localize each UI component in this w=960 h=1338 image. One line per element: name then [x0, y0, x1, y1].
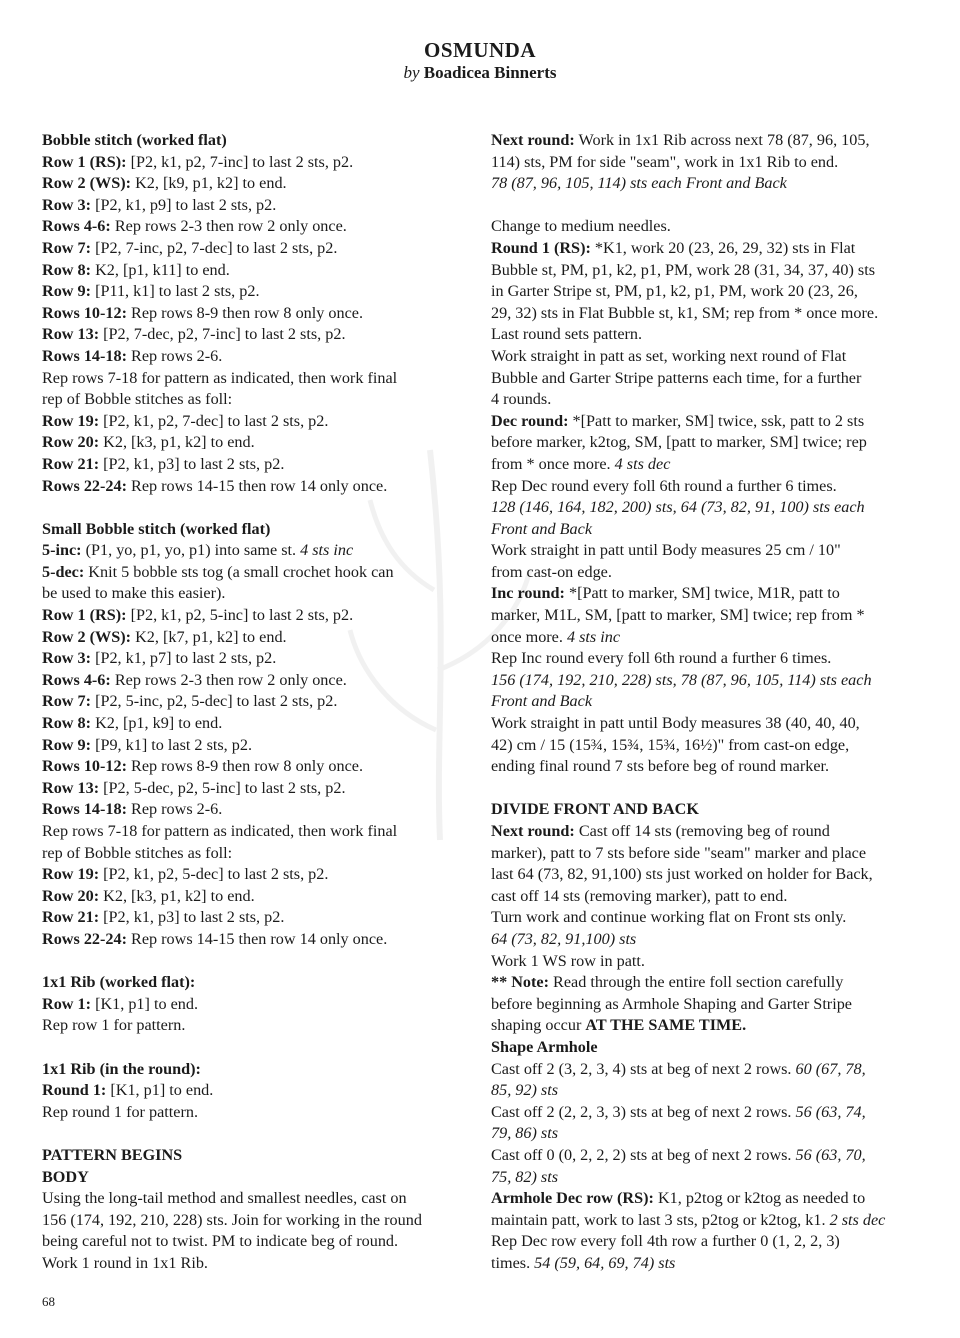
bold-label: BODY	[42, 1167, 89, 1186]
text-segment: Cast off 14 sts (removing beg of round	[574, 822, 830, 840]
text-line	[491, 1037, 911, 1059]
text-segment: times.	[491, 1253, 535, 1272]
text-line	[491, 389, 911, 411]
text-segment: Bubble and Garter Stripe patterns each time, for a further	[491, 368, 862, 387]
text-line	[491, 929, 911, 951]
text-line	[42, 1145, 462, 1167]
text-segment: [P2, k1, p2, 7-dec] to last 2 sts, p2.	[99, 411, 329, 430]
text-segment: Cast off 0 (0, 2, 2, 2) sts at beg of next 2 rows.	[491, 1145, 796, 1164]
bold-label: Row 8:	[42, 260, 92, 279]
bold-label: Row 19:	[42, 411, 100, 430]
text-segment: from cast-on edge.	[491, 562, 612, 581]
text-line	[42, 1015, 462, 1037]
text-line	[42, 583, 462, 605]
text-line	[42, 260, 462, 282]
text-segment: [P2, k1, p2, 7-inc] to last 2 sts, p2.	[126, 152, 354, 171]
text-segment: [P2, k1, p7] to last 2 sts, p2.	[91, 649, 277, 668]
text-segment: in Garter Stripe st, PM, p1, k2, p1, PM, work 20 (23, 26,	[491, 282, 858, 301]
text-line	[491, 1059, 911, 1081]
text-segment: [P2, 5-inc, p2, 5-dec] to last 2 sts, p2.	[91, 692, 338, 711]
text-line	[491, 281, 911, 303]
text-line	[491, 519, 911, 541]
text-line	[42, 713, 462, 735]
text-segment: Rep rows 2-6.	[126, 346, 223, 365]
text-line	[491, 216, 911, 238]
text-segment: Rep rows 7-18 for pattern as indicated, then work final	[42, 822, 398, 840]
text-segment: K2, [k3, p1, k2] to end.	[99, 886, 255, 905]
italic-note: 56 (63, 70,	[795, 1145, 866, 1164]
blank-line	[491, 778, 911, 800]
text-segment: [P2, k1, p3] to last 2 sts, p2.	[99, 908, 285, 927]
text-segment: Work 1 WS row in patt.	[491, 951, 645, 970]
text-line	[42, 346, 462, 368]
text-segment: [P2, 5-dec, p2, 5-inc] to last 2 sts, p2.	[99, 778, 346, 797]
text-line	[42, 238, 462, 260]
text-line	[42, 627, 462, 649]
text-line	[42, 691, 462, 713]
text-line	[42, 799, 462, 821]
text-line	[491, 1253, 911, 1275]
text-segment: Change to medium needles.	[491, 217, 671, 236]
bold-label: Row 13:	[42, 778, 100, 797]
page-header	[0, 38, 960, 84]
text-line	[42, 173, 462, 195]
text-segment: [P2, k1, p9] to last 2 sts, p2.	[91, 195, 277, 214]
text-line	[491, 1145, 911, 1167]
italic-note: 79, 86) sts	[491, 1124, 559, 1143]
bold-label: Armhole Dec row (RS):	[491, 1189, 654, 1208]
text-segment: 156 (174, 192, 210, 228) sts. Join for working in the round	[42, 1210, 422, 1229]
text-line	[491, 886, 911, 908]
text-line	[491, 1210, 911, 1232]
bold-label: Rows 14-18:	[42, 346, 127, 365]
text-line	[491, 432, 911, 454]
text-line	[491, 994, 911, 1016]
text-line	[42, 281, 462, 303]
text-segment: shaping occur	[491, 1016, 586, 1035]
bold-label: Row 1:	[42, 994, 92, 1013]
italic-note: 78 (87, 96, 105, 114) sts each Front and Back	[491, 174, 787, 193]
bold-label: Rows 22-24:	[42, 476, 127, 495]
text-segment: marker), patt to 7 sts before side "seam" marker and place	[491, 843, 867, 862]
text-line	[491, 583, 911, 605]
text-line	[42, 476, 462, 498]
text-segment: Rep rows 14-15 then row 14 only once.	[126, 929, 388, 948]
text-segment: K2, [p1, k9] to end.	[91, 714, 223, 733]
text-line	[42, 756, 462, 778]
text-line	[491, 799, 911, 821]
bold-label: Row 13:	[42, 325, 100, 344]
text-segment: Rep Dec row every foll 4th row a further 0 (1, 2, 2, 3)	[491, 1232, 840, 1251]
bold-label: Inc round:	[491, 584, 565, 603]
text-segment: Rep rows 8-9 then row 8 only once.	[126, 757, 364, 776]
text-line	[491, 497, 911, 519]
text-line	[42, 1080, 462, 1102]
text-segment: being careful not to twist. PM to indicate beg of round.	[42, 1232, 399, 1251]
text-segment: Rep rows 2-3 then row 2 only once.	[110, 217, 347, 236]
text-line	[491, 346, 911, 368]
text-segment: [P2, 7-dec, p2, 7-inc] to last 2 sts, p2.	[99, 325, 346, 344]
bold-label: Row 7:	[42, 238, 92, 257]
text-line	[42, 130, 462, 152]
text-line	[42, 994, 462, 1016]
text-segment: once more.	[491, 627, 567, 646]
text-line	[491, 821, 911, 843]
text-segment: *K1, work 20 (23, 26, 29, 32) sts in Flat	[590, 238, 856, 257]
text-segment: Work in 1x1 Rib across next 78 (87, 96, 105,	[574, 131, 870, 149]
text-line	[491, 476, 911, 498]
text-line	[491, 324, 911, 346]
text-segment: be used to make this easier).	[42, 584, 226, 603]
text-segment: last 64 (73, 82, 91,100) sts just worked on holder for Back,	[491, 865, 873, 884]
bold-label: Row 7:	[42, 692, 92, 711]
bold-label: Row 8:	[42, 714, 92, 733]
text-segment: K2, [k9, p1, k2] to end.	[131, 174, 287, 193]
text-line	[42, 1059, 462, 1081]
text-segment: marker, M1L, SM, [patt to marker, SM] twice; rep from *	[491, 606, 865, 625]
text-segment: Rep round 1 for pattern.	[42, 1102, 198, 1121]
text-line	[491, 605, 911, 627]
text-segment: *[Patt to marker, SM] twice, M1R, patt to	[564, 584, 840, 603]
italic-note: 128 (146, 164, 182, 200) sts, 64 (73, 82, 91, 100) sts each	[491, 498, 865, 517]
text-segment: ending final round 7 sts before beg of round marker.	[491, 757, 830, 776]
italic-note: 4 sts dec	[614, 454, 671, 473]
text-segment: before marker, k2tog, SM, [patt to marker, SM] twice; rep	[491, 433, 867, 452]
text-line	[42, 778, 462, 800]
text-line	[42, 1253, 462, 1275]
text-segment: Work 1 round in 1x1 Rib.	[42, 1253, 208, 1272]
text-line	[42, 907, 462, 929]
text-segment: [K1, p1] to end.	[106, 1081, 214, 1100]
text-line	[491, 368, 911, 390]
text-segment: Work straight in patt until Body measures 25 cm / 10"	[491, 541, 841, 560]
text-line	[491, 1167, 911, 1189]
bold-label: Rows 10-12:	[42, 757, 127, 776]
text-line	[491, 540, 911, 562]
text-segment: Work straight in patt as set, working next round of Flat	[491, 346, 847, 365]
text-line	[491, 303, 911, 325]
bold-label: 1x1 Rib (in the round):	[42, 1059, 201, 1078]
text-line	[42, 195, 462, 217]
text-segment: *[Patt to marker, SM] twice, ssk, patt to 2 sts	[568, 411, 865, 430]
text-segment: 42) cm / 15 (15¾, 15¾, 15¾, 16½)" from cast-on edge,	[491, 735, 850, 754]
text-line	[491, 130, 911, 152]
text-segment: Rep Inc round every foll 6th round a further 6 times.	[491, 649, 832, 668]
italic-note: 54 (59, 64, 69, 74) sts	[534, 1253, 676, 1272]
text-segment: Cast off 2 (2, 2, 3, 3) sts at beg of next 2 rows.	[491, 1102, 796, 1121]
text-line	[42, 562, 462, 584]
text-line	[42, 972, 462, 994]
text-line	[42, 843, 462, 865]
text-segment: Rep rows 14-15 then row 14 only once.	[126, 476, 388, 495]
text-line	[42, 886, 462, 908]
bold-label: Next round:	[491, 131, 575, 149]
author-name: Boadicea Binnerts	[423, 63, 557, 82]
left-column	[42, 130, 462, 1274]
text-line	[42, 368, 462, 390]
text-segment: maintain patt, work to last 3 sts, p2tog or k2tog, k1.	[491, 1210, 830, 1229]
text-segment: Using the long-tail method and smallest needles, cast on	[42, 1189, 407, 1208]
text-segment: (P1, yo, p1, yo, p1) into same st.	[81, 541, 301, 560]
pattern-title: OSMUNDA	[424, 38, 536, 62]
text-line	[42, 605, 462, 627]
bold-label: Row 20:	[42, 433, 100, 452]
bold-label: 1x1 Rib (worked flat):	[42, 973, 196, 992]
text-line	[42, 216, 462, 238]
text-segment: [P9, k1] to last 2 sts, p2.	[91, 735, 252, 754]
text-line	[491, 713, 911, 735]
text-line	[491, 756, 911, 778]
text-segment: 4 rounds.	[491, 390, 552, 409]
bold-label: PATTERN BEGINS	[42, 1145, 183, 1164]
bold-label: Row 9:	[42, 282, 92, 301]
bold-label: Row 3:	[42, 649, 92, 668]
text-segment: Knit 5 bobble sts tog (a small crochet hook can	[84, 562, 394, 581]
text-segment: before beginning as Armhole Shaping and Garter Stripe	[491, 994, 852, 1013]
italic-note: 156 (174, 192, 210, 228) sts, 78 (87, 96, 105, 114) sts each	[491, 670, 872, 689]
text-line	[491, 454, 911, 476]
text-segment: Rep rows 2-6.	[126, 800, 223, 819]
text-line	[491, 1123, 911, 1145]
bold-label: DIVIDE FRONT AND BACK	[491, 800, 699, 819]
italic-note: 2 sts dec	[829, 1210, 886, 1229]
bold-label: Row 1 (RS):	[42, 152, 127, 171]
text-line	[491, 843, 911, 865]
text-segment: K2, [k7, p1, k2] to end.	[131, 627, 287, 646]
bold-label: Row 19:	[42, 865, 100, 884]
bold-label: Row 1 (RS):	[42, 606, 127, 625]
text-segment: Rep row 1 for pattern.	[42, 1016, 186, 1035]
bold-label: Row 21:	[42, 908, 100, 927]
bold-label: Dec round:	[491, 411, 569, 430]
text-segment: Read through the entire foll section carefully	[548, 973, 844, 992]
text-line	[491, 1231, 911, 1253]
text-segment: Rep rows 2-3 then row 2 only once.	[110, 670, 347, 689]
text-line	[491, 152, 911, 174]
text-line	[491, 1015, 911, 1037]
text-segment: [K1, p1] to end.	[91, 994, 199, 1013]
blank-line	[491, 195, 911, 217]
text-line	[42, 735, 462, 757]
text-line	[42, 864, 462, 886]
text-line	[42, 303, 462, 325]
blank-line	[42, 951, 462, 973]
text-line	[42, 929, 462, 951]
italic-note: 60 (67, 78,	[795, 1059, 866, 1078]
bold-label: Rows 10-12:	[42, 303, 127, 322]
text-segment: Last round sets pattern.	[491, 325, 643, 344]
text-line	[491, 627, 911, 649]
text-line	[491, 648, 911, 670]
blank-line	[42, 1037, 462, 1059]
text-line	[42, 389, 462, 411]
text-line	[42, 1167, 462, 1189]
italic-note: Front and Back	[491, 692, 592, 711]
text-line	[42, 1188, 462, 1210]
text-segment: [P2, k1, p2, 5-dec] to last 2 sts, p2.	[99, 865, 329, 884]
text-line	[42, 324, 462, 346]
text-line	[491, 238, 911, 260]
text-line	[491, 260, 911, 282]
text-segment: cast off 14 sts (removing marker), patt to end.	[491, 886, 788, 905]
text-segment: Rep rows 8-9 then row 8 only once.	[126, 303, 364, 322]
text-line	[491, 562, 911, 584]
page-number: 68	[42, 1294, 55, 1309]
text-line	[42, 1102, 462, 1124]
bold-label: Rows 4-6:	[42, 670, 111, 689]
text-segment: Work straight in patt until Body measures 38 (40, 40, 40,	[491, 714, 860, 733]
bold-label: Row 3:	[42, 195, 92, 214]
text-line	[42, 648, 462, 670]
text-line	[491, 1080, 911, 1102]
italic-note: 75, 82) sts	[491, 1167, 559, 1186]
bold-label: Round 1:	[42, 1081, 107, 1100]
text-segment: K2, [k3, p1, k2] to end.	[99, 433, 255, 452]
bold-label: Bobble stitch (worked flat)	[42, 131, 227, 149]
byline	[0, 62, 960, 84]
italic-note: 4 sts inc	[566, 627, 621, 646]
text-line	[42, 540, 462, 562]
text-segment: rep of Bobble stitches as foll:	[42, 843, 233, 862]
blank-line	[42, 497, 462, 519]
bold-label: Shape Armhole	[491, 1037, 598, 1056]
text-line	[42, 432, 462, 454]
text-segment: [P2, k1, p3] to last 2 sts, p2.	[99, 454, 285, 473]
text-line	[42, 821, 462, 843]
text-line	[491, 1188, 911, 1210]
text-line	[491, 173, 911, 195]
text-segment: Bubble st, PM, p1, k2, p1, PM, work 28 (31, 34, 37, 40) sts	[491, 260, 876, 279]
text-line	[491, 411, 911, 433]
bold-label: Small Bobble stitch (worked flat)	[42, 519, 271, 538]
bold-label: Round 1 (RS):	[491, 238, 591, 257]
text-segment: K2, [p1, k11] to end.	[91, 260, 230, 279]
text-segment: Turn work and continue working flat on Front sts only.	[491, 908, 847, 927]
bold-label: Row 2 (WS):	[42, 174, 132, 193]
text-segment: Rep Dec round every foll 6th round a further 6 times.	[491, 476, 837, 495]
text-line	[491, 972, 911, 994]
text-line	[491, 670, 911, 692]
bold-label: Rows 22-24:	[42, 929, 127, 948]
text-line	[42, 670, 462, 692]
bold-label: Rows 14-18:	[42, 800, 127, 819]
text-line	[491, 907, 911, 929]
italic-note: Front and Back	[491, 519, 592, 538]
bold-label: Row 9:	[42, 735, 92, 754]
text-segment: rep of Bobble stitches as foll:	[42, 390, 233, 409]
bold-label: Row 20:	[42, 886, 100, 905]
text-line	[42, 152, 462, 174]
text-segment: 114) sts, PM for side "seam", work in 1x1 Rib to end.	[491, 152, 839, 171]
text-line	[42, 1231, 462, 1253]
italic-note: 64 (73, 82, 91,100) sts	[491, 929, 637, 948]
text-segment: K1, p2tog or k2tog as needed to	[653, 1189, 866, 1208]
text-line	[42, 454, 462, 476]
text-segment: [P2, k1, p2, 5-inc] to last 2 sts, p2.	[126, 606, 354, 625]
italic-note: 4 sts inc	[300, 541, 354, 560]
bold-label: Row 2 (WS):	[42, 627, 132, 646]
italic-note: 85, 92) sts	[491, 1081, 559, 1100]
bold-label: Next round:	[491, 822, 575, 840]
text-line	[491, 691, 911, 713]
bold-label: 5-dec:	[42, 562, 85, 581]
text-line	[42, 411, 462, 433]
text-line	[491, 951, 911, 973]
bold-label: 5-inc:	[42, 541, 82, 560]
byline-by: by	[403, 63, 420, 82]
bold-label: Row 21:	[42, 454, 100, 473]
bold-label: Rows 4-6:	[42, 217, 111, 236]
text-line	[42, 519, 462, 541]
text-line	[491, 1102, 911, 1124]
text-segment: from * once more.	[491, 454, 615, 473]
right-column	[491, 130, 911, 1274]
text-segment: 29, 32) sts in Flat Bubble st, k1, SM; rep from * once more.	[491, 303, 879, 322]
bold-label: AT THE SAME TIME.	[585, 1016, 747, 1035]
text-segment: [P2, 7-inc, p2, 7-dec] to last 2 sts, p2.	[91, 238, 338, 257]
text-line	[491, 735, 911, 757]
text-line	[42, 1210, 462, 1232]
bold-label: ** Note:	[491, 973, 549, 992]
text-segment: Rep rows 7-18 for pattern as indicated, then work final	[42, 368, 398, 387]
text-line	[491, 864, 911, 886]
text-segment: Cast off 2 (3, 2, 3, 4) sts at beg of next 2 rows.	[491, 1059, 796, 1078]
text-segment: [P11, k1] to last 2 sts, p2.	[91, 282, 260, 301]
blank-line	[42, 1123, 462, 1145]
italic-note: 56 (63, 74,	[795, 1102, 866, 1121]
